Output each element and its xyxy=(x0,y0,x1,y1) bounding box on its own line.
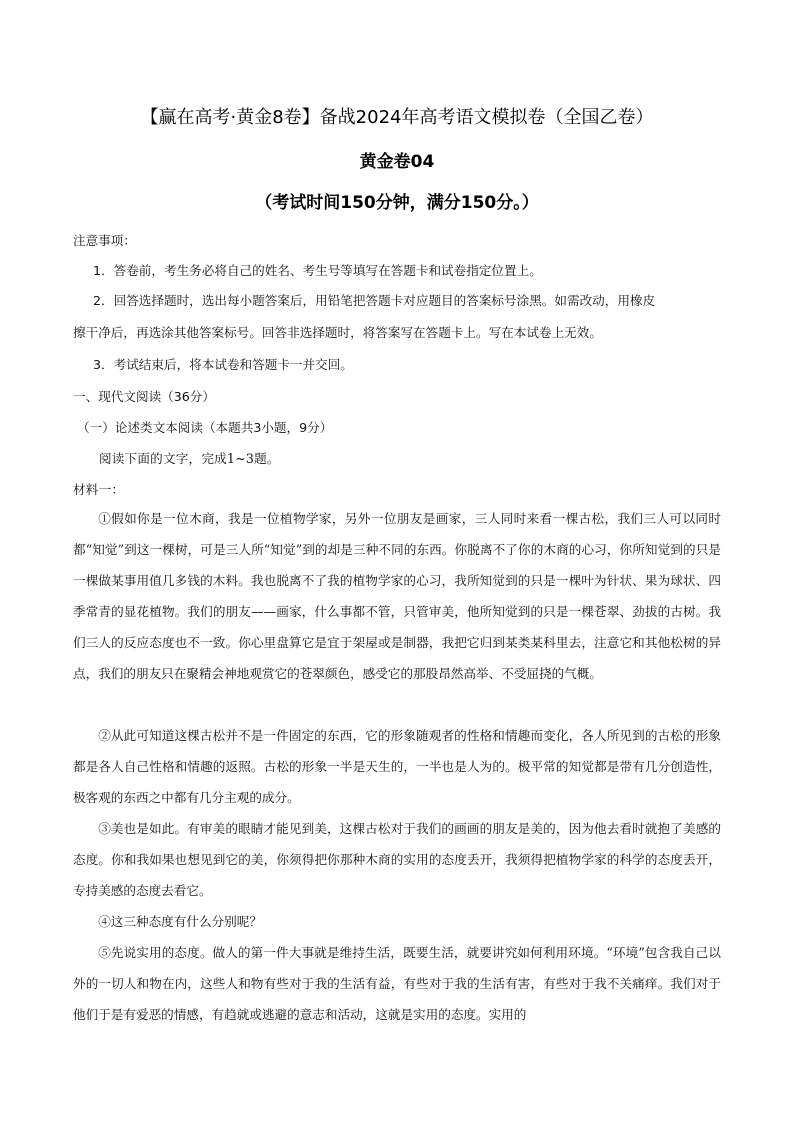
material-label: 材料一： xyxy=(73,482,125,497)
reading-instruction: 阅读下面的文字，完成1~3题。 xyxy=(99,451,280,466)
paragraph-1: ①假如你是一位木商，我是一位植物学家，另外一位朋友是画家，三人同时来看一棵古松，我们三人可以同时都“知觉”到这一棵树，可是三人所“知觉”到的却是三种不同的东西。你脱离不了你的木商的心习，你所知觉到的只是一棵做某事用值几多钱的木料。我也脱离不了我的植物学家的心习，我所知觉到的只是一棵叶为针状、果为球状、四季常青的显花植物。我们的朋友——画家，什么事都不管，只管审美，他所知觉到的只是一棵苍翠、劲拔的古树。我们三人的反应态度也不一致。你心里盘算它是宜于架屋或是制器，我把它归到某类某科里去，注意它和其他松树的异点，我们的朋友只在聚精会神地观赏它的苍翠颜色，感受它的那股昂然高举、不受屈挠的气概。 xyxy=(73,511,721,681)
note-item-3: 3．考试结束后，将本试卷和答题卡一并交回。 xyxy=(93,357,353,372)
exam-info: （考试时间150分钟，满分150分。） xyxy=(255,193,539,213)
paragraph-3: ③美也是如此。有审美的眼睛才能见到美，这棵古松对于我们的画画的朋友是美的，因为他去看时就抱了美感的态度。你和我如果也想见到它的美，你须得把你那种木商的实用的态度丢开，我须得把植物学家的科学的态度丢开，专持美感的态度去看它。 xyxy=(73,821,721,898)
subsection-heading: （一）论述类文本阅读（本题共3小题，9分） xyxy=(77,420,333,435)
paragraph-4: ④这三种态度有什么分别呢？ xyxy=(98,914,262,929)
paragraph-2: ②从此可知道这棵古松并不是一件固定的东西，它的形象随观者的性格和情趣而变化，各人所见到的古松的形象都是各人自己性格和情趣的返照。古松的形象一半是天生的，一半也是人为的。极平常的知觉都是带有几分创造性，极客观的东西之中都有几分主观的成分。 xyxy=(73,728,721,805)
paragraph-5: ⑤先说实用的态度。做人的第一件大事就是维持生活，既要生活，就要讲究如何利用环境。“环境”包含我自己以外的一切人和物在内，这些人和物有些对于我的生活有益，有些对于我的生活有害，有些对于我不关痛痒。我们对于他们于是有爱恶的情感，有趋就或逃避的意志和活动，这就是实用的态度。实用的 xyxy=(73,945,721,1022)
exam-title: 【赢在高考·黄金8卷】备战2024年高考语文模拟卷（全国乙卷） xyxy=(140,107,654,128)
exam-subtitle: 黄金卷04 xyxy=(359,152,435,172)
section-heading: 一、现代文阅读（36分） xyxy=(73,389,215,404)
notes-heading: 注意事项： xyxy=(73,233,136,248)
note-item-2-line-2: 擦干净后，再选涂其他答案标号。回答非选择题时，将答案写在答题卡上。写在本试卷上无效。 xyxy=(73,325,602,340)
note-item-2-line-1: 2．回答选择题时，选出每小题答案后，用铅笔把答题卡对应题目的答案标号涂黑。如需改动，用橡皮 xyxy=(93,293,656,308)
note-item-1: 1．答卷前，考生务必将自己的姓名、考生号等填写在答题卡和试卷指定位置上。 xyxy=(93,263,542,278)
